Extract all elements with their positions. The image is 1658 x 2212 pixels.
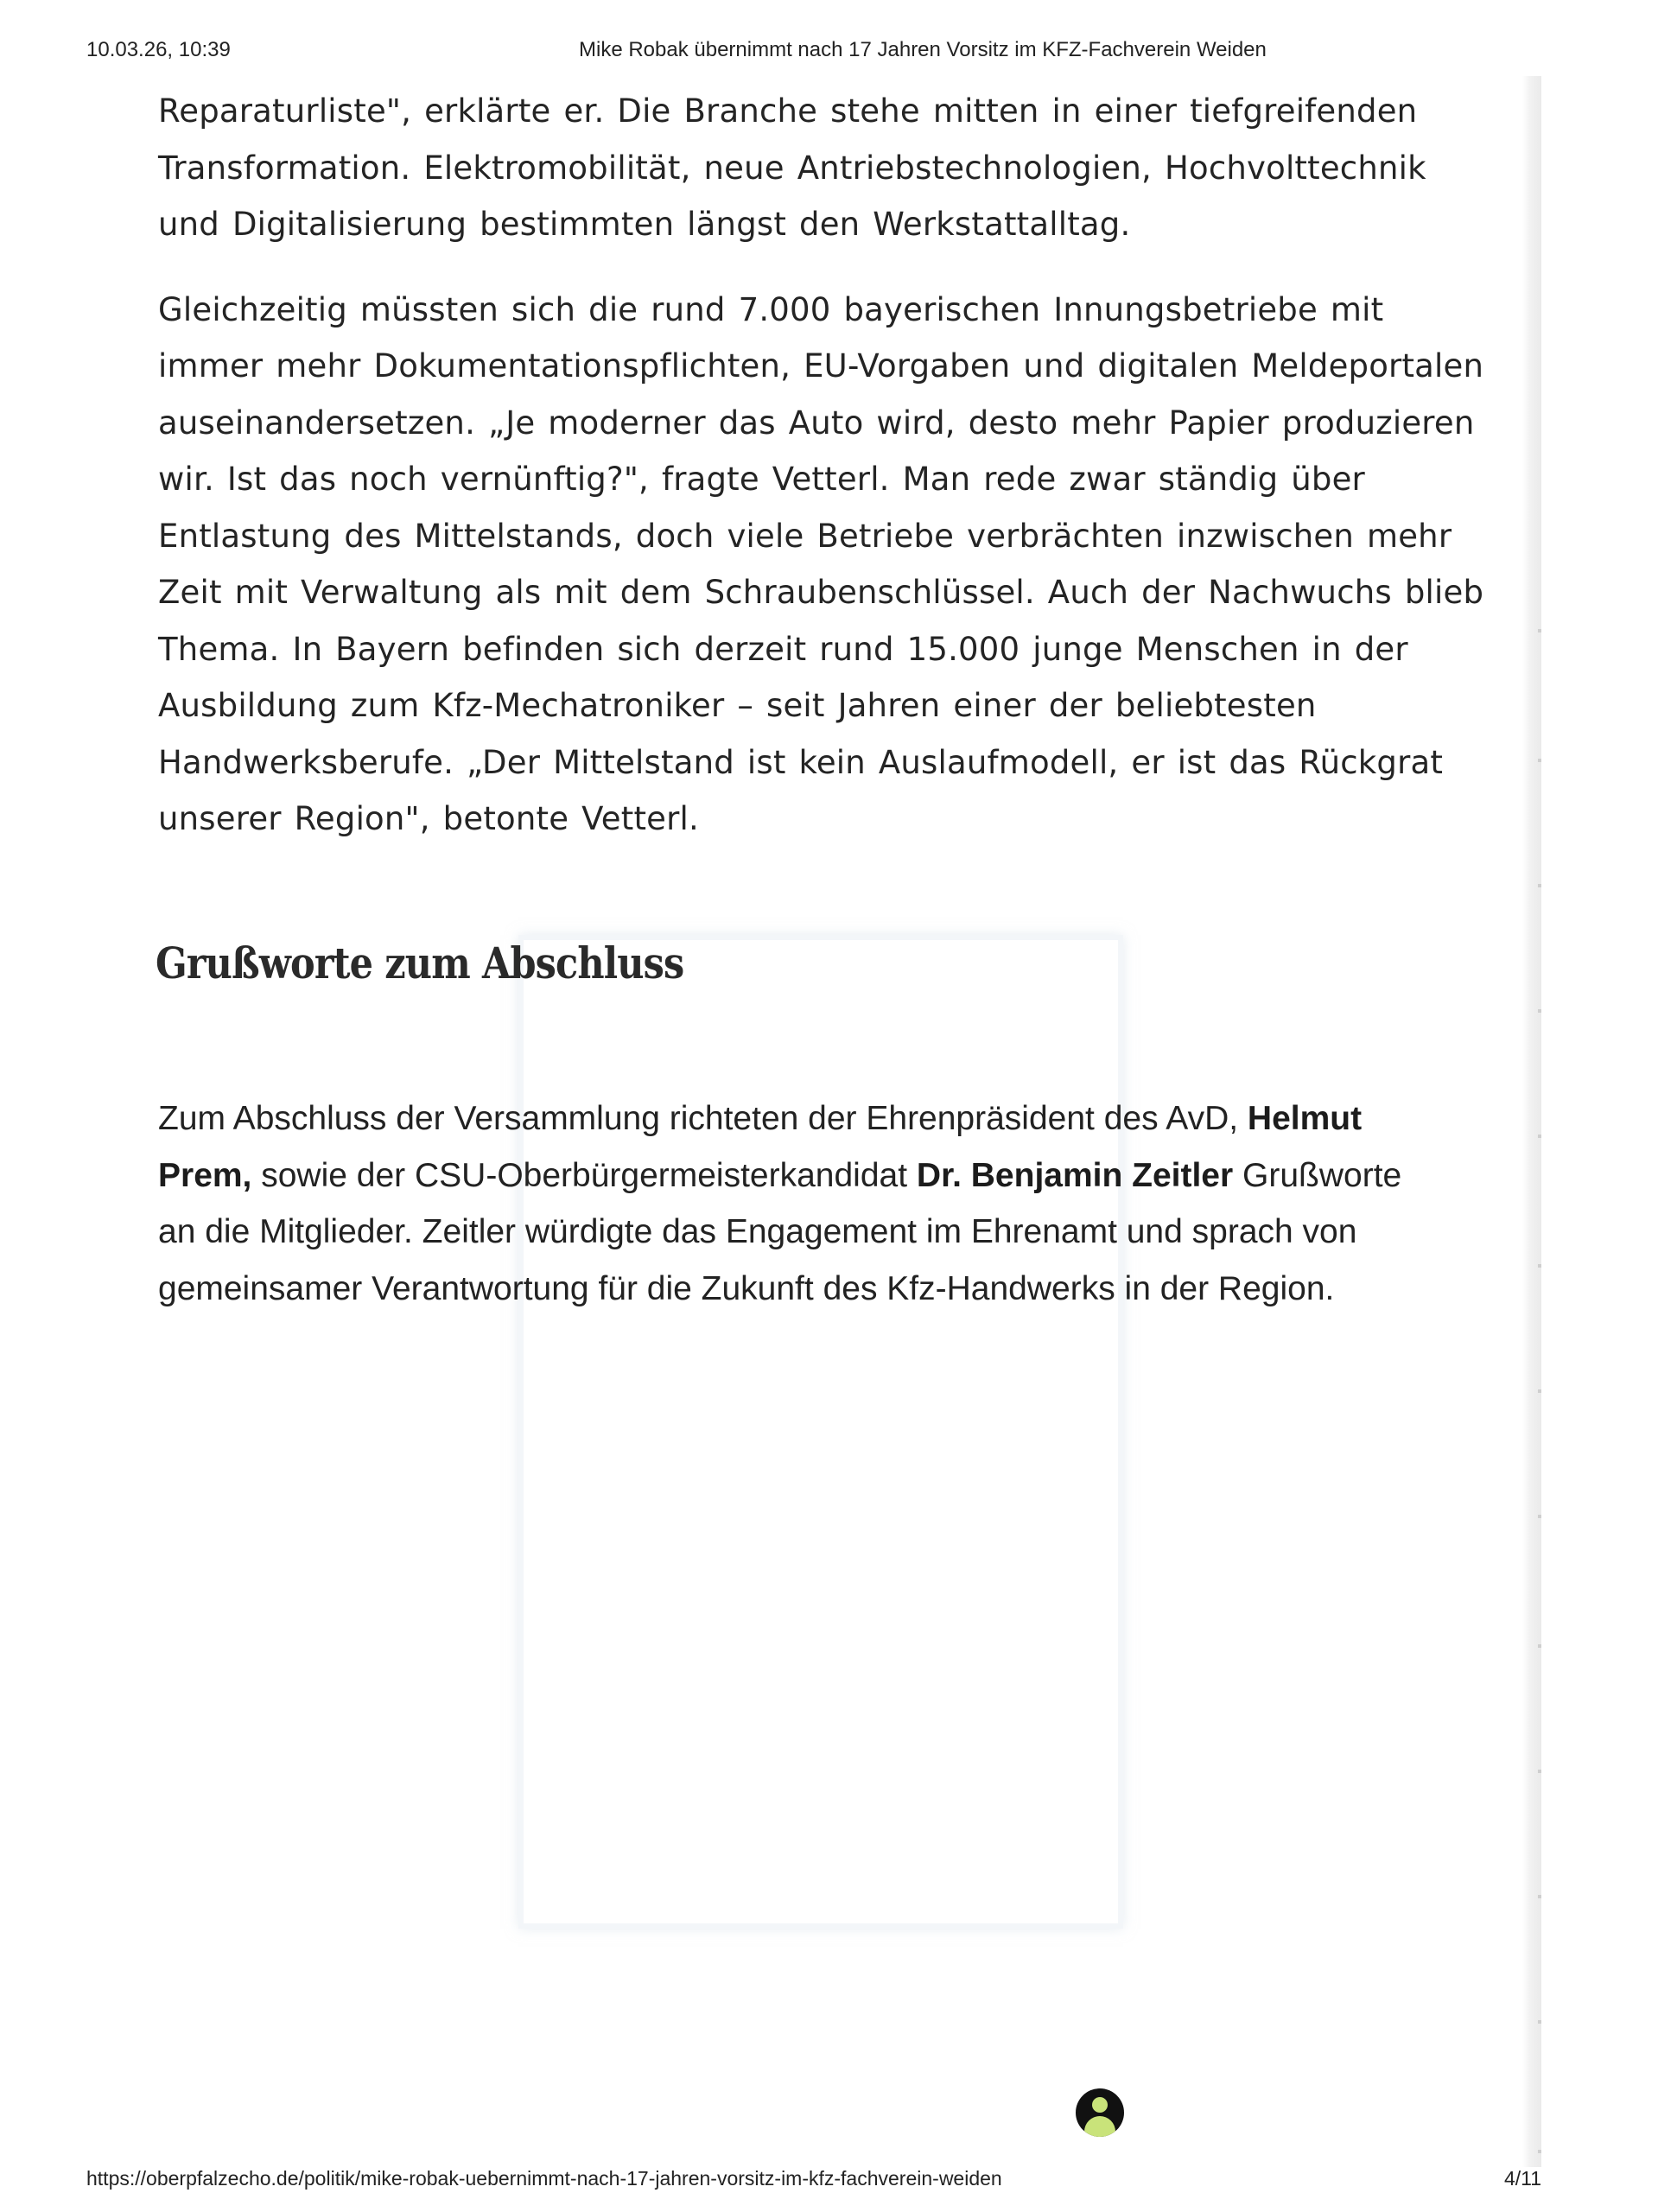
edge-tick (1538, 1895, 1541, 1898)
section-heading: Grußworte zum Abschluss (156, 938, 684, 988)
edge-tick (1538, 1770, 1541, 1773)
print-datetime: 10.03.26, 10:39 (86, 38, 231, 61)
edge-tick (1538, 1515, 1541, 1518)
page-number: 4/11 (1503, 2167, 1541, 2190)
edge-tick (1538, 1644, 1541, 1648)
edge-tick (1538, 884, 1541, 887)
greeting-paragraph (158, 1090, 1445, 1317)
edge-tick (1538, 629, 1541, 632)
person-name-zeitler: Dr. Benjamin Zeitler (916, 1156, 1234, 1194)
edge-tick (1538, 1389, 1541, 1393)
user-icon-head (1092, 2097, 1108, 2113)
person-name-prem: Helmut Prem, (158, 1100, 1363, 1194)
print-page-title: Mike Robak übernimmt nach 17 Jahren Vorsitz im KFZ-Fachverein Weiden (579, 38, 1267, 61)
user-icon[interactable] (1076, 2088, 1124, 2137)
edge-tick (1538, 1135, 1541, 1138)
print-url: https://oberpfalzecho.de/politik/mike-robak-uebernimmt-nach-17-jahren-vorsitz-im-kfz-fachverein-weiden (86, 2167, 1002, 2190)
edge-tick (1538, 759, 1541, 762)
edge-tick (1538, 2020, 1541, 2024)
edge-tick (1538, 2150, 1541, 2153)
article-body (158, 83, 1489, 848)
edge-tick (1538, 1009, 1541, 1013)
print-header (86, 38, 1572, 69)
print-footer (86, 2167, 1541, 2196)
article-paragraph: Gleichzeitig müssten sich die rund 7.000 bayerischen Innungsbetriebe mit immer mehr Dokumentationspflichten, EU-Vorgaben und digitalen Meldeportalen auseinandersetzen. „Je moderner das Auto wird, desto mehr Papier produzieren wir. Ist das noch vernünftig?", fragte Vetterl. Man rede zwar ständig über Entlastung des Mittelstands, doch viele Betriebe verbrächten inzwischen mehr Zeit mit Verwaltung als mit dem Schraubenschlüssel. Auch der Nachwuchs blieb Thema. In Bayern befinden sich derzeit rund 15.000 junge Menschen in der Ausbildung zum Kfz-Mechatroniker – seit Jahren einer der beliebtesten Handwerksberufe. „Der Mittelstand ist kein Auslaufmodell, er ist das Rückgrat unserer Region", betonte Vetterl. (158, 290, 1484, 837)
image-placeholder (518, 935, 1123, 1929)
greeting-text: Grußworte an die Mitglieder. Zeitler würdigte das Engagement im Ehrenamt und sprach von gemeinsamer Verantwortung für die Zukunft des Kfz-Handwerks in der Region. (158, 1156, 1402, 1307)
article-paragraph: Reparaturliste", erklärte er. Die Branche stehe mitten in einer tiefgreifenden Transformation. Elektromobilität, neue Antriebstechnologien, Hochvolttechnik und Digitalisierung bestimmten längst den Werkstattalltag. (158, 92, 1426, 243)
edge-tick (1538, 1264, 1541, 1268)
page-edge-shadow (1522, 76, 1541, 2167)
greeting-text: sowie der CSU-Oberbürgermeisterkandidat (251, 1156, 917, 1194)
greeting-text: Zum Abschluss der Versammlung richteten der Ehrenpräsident des AvD, (158, 1100, 1248, 1137)
user-icon-body (1084, 2116, 1115, 2137)
